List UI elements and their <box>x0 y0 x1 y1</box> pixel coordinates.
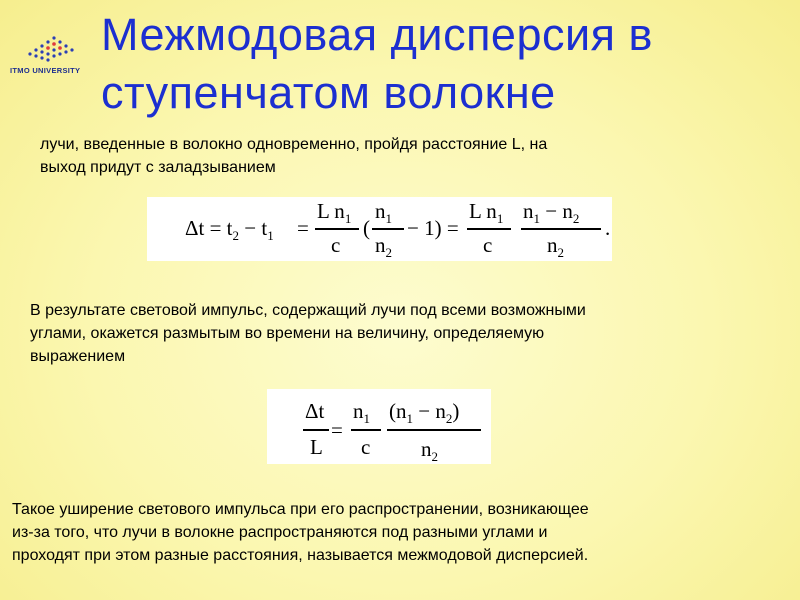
paragraph-pulse-broadening <box>30 299 730 368</box>
formula-frac1-den: c <box>331 233 341 257</box>
slide-title-line1: Межмодовая дисперсия в <box>101 9 653 60</box>
slide-title <box>101 6 791 122</box>
itmo-logo-icon <box>24 32 84 64</box>
formula-dispersion <box>267 389 491 464</box>
formula-lhs: $\Delta t = t_2 - t_1$ <box>185 216 274 243</box>
paragraph-line: из-за того, что лучи в волокне распространяются под разными углами и <box>12 524 548 541</box>
paragraph-definition <box>12 498 772 567</box>
formula-frac1-num: L $n_1$ <box>317 199 352 226</box>
formula2-equals: = <box>331 418 343 442</box>
fraction-bar <box>467 228 511 230</box>
paragraph-line: проходят при этом разные расстояния, называется межмодовой дисперсией. <box>12 547 589 564</box>
paragraph-line: углами, окажется размытым во времени на величину, определяемую <box>30 325 545 342</box>
paragraph-line: В результате световой импульс, содержащий лучи под всеми возможными <box>30 302 586 319</box>
itmo-logo <box>10 30 100 80</box>
paragraph-line: выход придут с заладзыванием <box>40 159 276 176</box>
paragraph-line: выражением <box>30 348 126 365</box>
fraction-bar <box>315 228 359 230</box>
formula-period: . <box>605 216 611 240</box>
formula2-frac1-num: Δt <box>305 399 325 423</box>
formula2-frac3-num: $(n_1 - n_2)$ <box>389 399 460 426</box>
formula2-frac3-den: $n_2$ <box>421 437 438 464</box>
fraction-bar <box>351 429 381 431</box>
slide-title-line2: ступенчатом волокне <box>101 67 556 118</box>
fraction-bar <box>303 429 329 431</box>
fraction-bar <box>521 228 601 230</box>
formula2-frac2-den: c <box>361 435 371 459</box>
formula2-frac2-num: $n_1$ <box>353 399 370 426</box>
formula-frac4-num: $n_1 - n_2$ <box>523 199 580 226</box>
paragraph-line: Такое уширение светового импульса при его распространении, возникающее <box>12 501 589 518</box>
formula-frac2-den: $n_2$ <box>375 233 392 260</box>
paragraph-line: лучи, введенные в волокно одновременно, пройдя расстояние L, на <box>40 136 548 153</box>
formula-equals: = <box>297 216 309 240</box>
logo-text: ITMO UNIVERSITY <box>10 66 81 75</box>
formula-frac3-num: L $n_1$ <box>469 199 504 226</box>
formula-paren-close: − 1) = <box>407 216 459 240</box>
formula2-frac1-den: L <box>310 435 323 459</box>
formula-frac3-den: c <box>483 233 493 257</box>
paragraph-rays-delay <box>40 133 720 179</box>
fraction-bar <box>387 429 481 431</box>
formula-paren-open: ( <box>363 216 370 240</box>
formula-frac4-den: $n_2$ <box>547 233 564 260</box>
formula-delay <box>147 197 612 261</box>
formula-frac2-num: $n_1$ <box>375 199 392 226</box>
fraction-bar <box>372 228 404 230</box>
